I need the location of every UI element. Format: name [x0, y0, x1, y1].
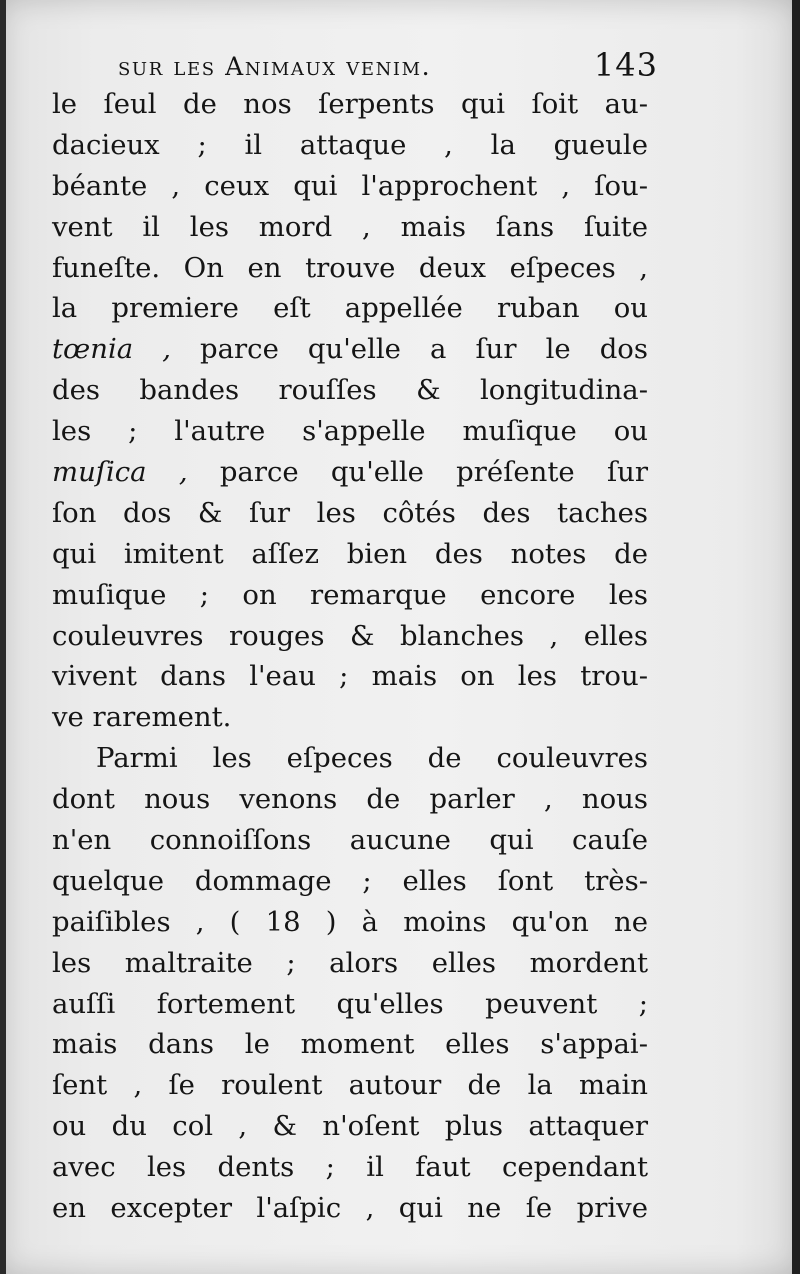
text-line: quelque dommage ; elles ſont très- — [52, 864, 648, 897]
italic-term-taenia: tœnia , — [52, 333, 171, 366]
text-line: les ; l'autre s'appelle muſique ou — [52, 415, 648, 448]
running-title: sur les Animaux venim. — [118, 52, 432, 81]
text-line: muſique ; on remarque encore les — [52, 578, 648, 611]
text-line: vent il les mord , mais ſans ſuite — [52, 210, 648, 243]
text-line-rest: parce qu'elle a ſur le dos — [200, 333, 648, 366]
text-line: ſon dos & ſur les côtés des taches — [52, 496, 648, 529]
text-line: les maltraite ; alors elles mordent — [52, 946, 648, 979]
text-line: des bandes rouſſes & longitudina- — [52, 374, 648, 407]
text-line: mais dans le moment elles s'appai- — [52, 1028, 648, 1061]
text-body — [52, 84, 648, 1229]
page-left-edge — [0, 0, 6, 1274]
text-line: en excepter l'aſpic , qui ne ſe prive — [52, 1192, 648, 1225]
text-line: dont nous venons de parler , nous — [52, 783, 648, 816]
text-line: funeſte. On en trouve deux eſpeces , — [52, 251, 648, 284]
page-number: 143 — [593, 46, 658, 84]
text-line: ou du col , & n'oſent plus attaquer — [52, 1110, 648, 1143]
text-line — [52, 329, 648, 370]
text-line: n'en connoiſſons aucune qui cauſe — [52, 824, 648, 857]
text-line — [52, 452, 648, 493]
page-right-edge — [792, 0, 800, 1274]
text-line: avec les dents ; il faut cependant — [52, 1151, 648, 1184]
italic-term-musica: muſica , — [52, 456, 188, 489]
text-line-paragraph-end: ve rarement. — [52, 701, 232, 734]
text-line: auſſi fortement qu'elles peuvent ; — [52, 987, 648, 1020]
text-line: vivent dans l'eau ; mais on les trou- — [52, 660, 648, 693]
text-line: couleuvres rouges & blanches , elles — [52, 619, 648, 652]
text-line: le ſeul de nos ſerpents qui ſoit au- — [52, 88, 648, 120]
page-header — [118, 46, 658, 86]
text-line: béante , ceux qui l'approchent , ſou- — [52, 169, 648, 202]
text-line: qui imitent aſſez bien des notes de — [52, 537, 648, 570]
text-line-rest: parce qu'elle préſente ſur — [219, 456, 648, 489]
text-line-paragraph-start: Parmi les eſpeces de couleuvres — [96, 742, 648, 775]
text-line: dacieux ; il attaque , la gueule — [52, 128, 648, 161]
text-line: paiſibles , ( 18 ) à moins qu'on ne — [52, 905, 648, 938]
text-line: la premiere eſt appellée ruban ou — [52, 292, 648, 325]
text-line: ſent , ſe roulent autour de la main — [52, 1069, 648, 1102]
